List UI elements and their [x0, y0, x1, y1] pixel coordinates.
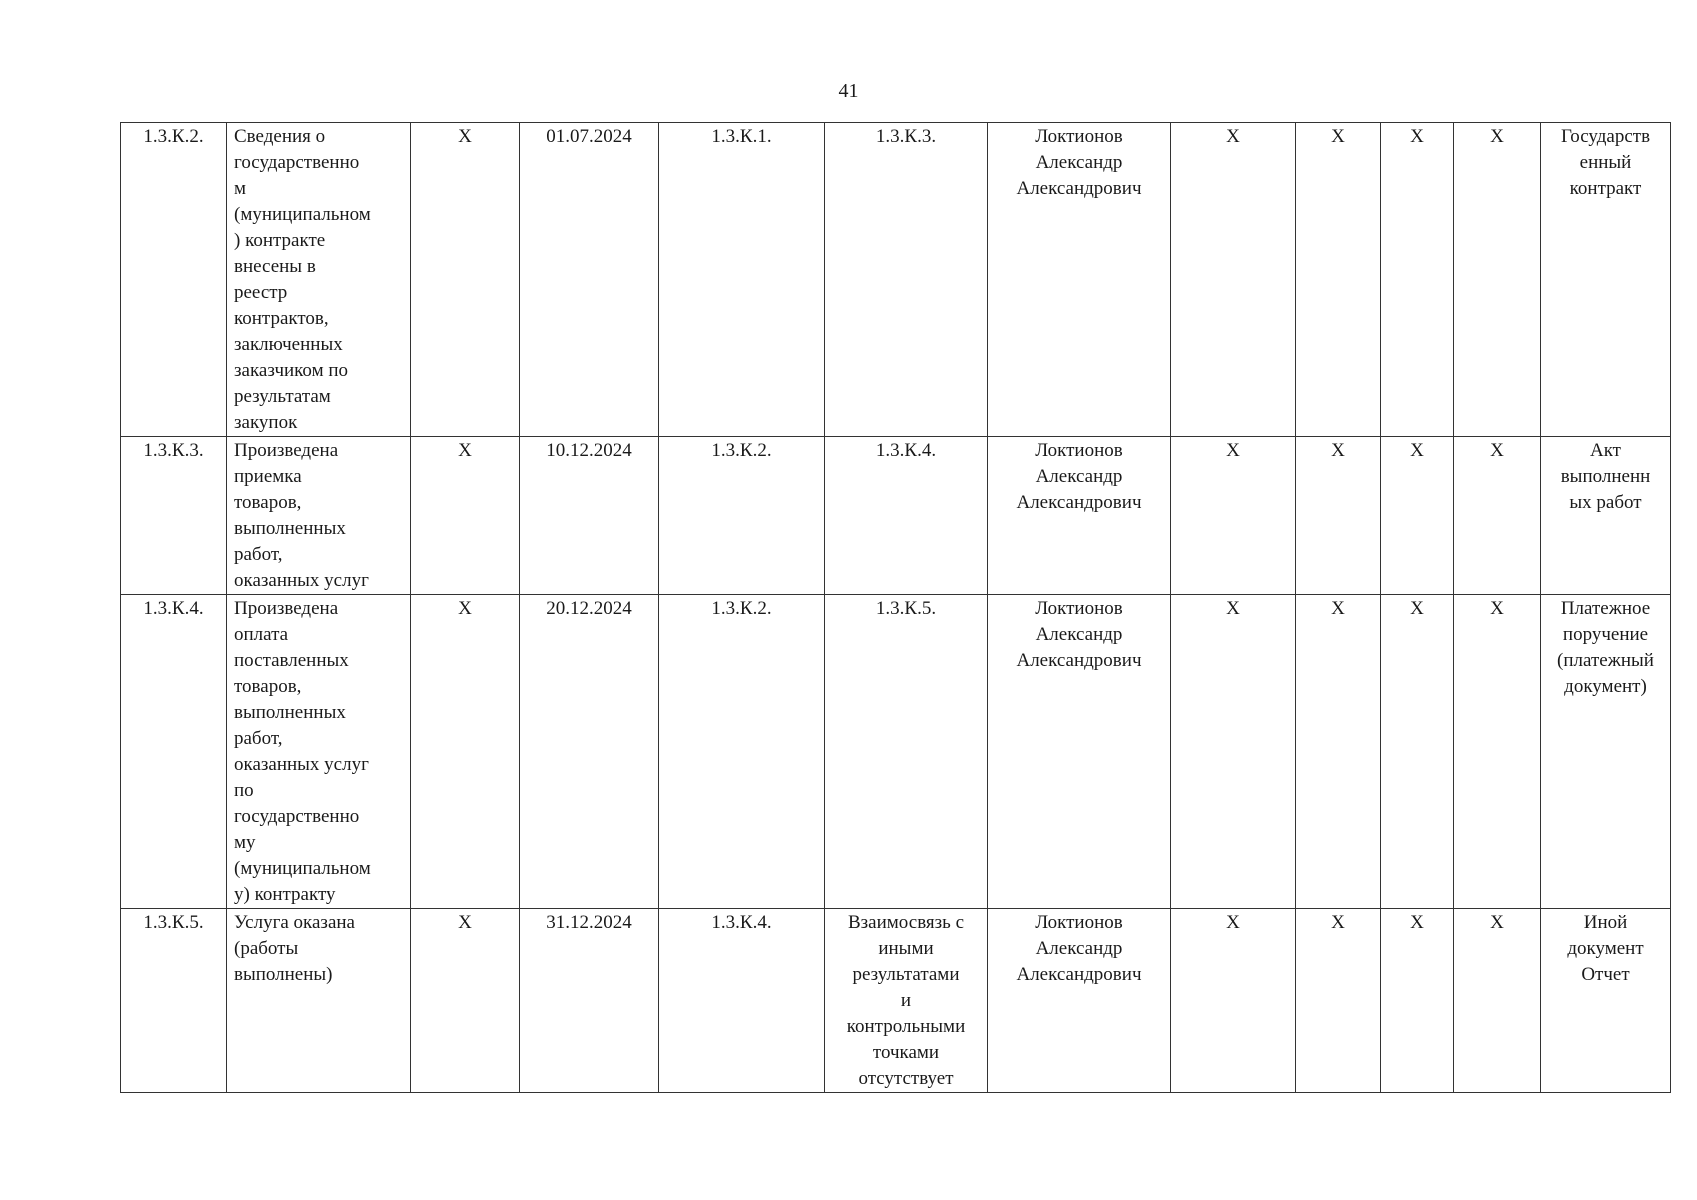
row-description: Произведена приемка товаров, выполненных работ, оказанных услуг	[227, 437, 411, 595]
row-mark-4: Х	[1381, 437, 1454, 595]
row-mark-4: Х	[1381, 909, 1454, 1093]
row-mark-1: Х	[411, 595, 520, 909]
row-mark-5: Х	[1454, 123, 1541, 437]
row-successor: Взаимосвязь с иными результатами и контрольными точками отсутствует	[825, 909, 988, 1093]
row-successor: 1.3.К.3.	[825, 123, 988, 437]
row-description: Услуга оказана (работы выполнены)	[227, 909, 411, 1093]
row-mark-2: Х	[1171, 437, 1296, 595]
row-mark-5: Х	[1454, 595, 1541, 909]
row-mark-4: Х	[1381, 123, 1454, 437]
table-row	[121, 909, 1671, 1093]
table-row	[121, 595, 1671, 909]
row-code: 1.3.К.2.	[121, 123, 227, 437]
row-mark-1: Х	[411, 909, 520, 1093]
row-predecessor: 1.3.К.2.	[659, 437, 825, 595]
row-document: Платежное поручение (платежный документ)	[1541, 595, 1671, 909]
table-row	[121, 123, 1671, 437]
row-predecessor: 1.3.К.4.	[659, 909, 825, 1093]
row-mark-2: Х	[1171, 123, 1296, 437]
table-row	[121, 437, 1671, 595]
row-responsible: Локтионов Александр Александрович	[988, 123, 1171, 437]
row-document: Акт выполненн ых работ	[1541, 437, 1671, 595]
row-successor: 1.3.К.4.	[825, 437, 988, 595]
row-mark-1: Х	[411, 123, 520, 437]
row-mark-4: Х	[1381, 595, 1454, 909]
row-description: Сведения о государственно м (муниципальном ) контракте внесены в реестр контрактов, заключенных заказчиком по результатам закупок	[227, 123, 411, 437]
row-code: 1.3.К.4.	[121, 595, 227, 909]
row-mark-2: Х	[1171, 909, 1296, 1093]
row-responsible: Локтионов Александр Александрович	[988, 437, 1171, 595]
row-mark-2: Х	[1171, 595, 1296, 909]
row-mark-3: Х	[1296, 123, 1381, 437]
row-responsible: Локтионов Александр Александрович	[988, 909, 1171, 1093]
row-mark-1: Х	[411, 437, 520, 595]
control-points-table	[120, 122, 1671, 1093]
row-date: 31.12.2024	[520, 909, 659, 1093]
row-mark-5: Х	[1454, 437, 1541, 595]
row-code: 1.3.К.3.	[121, 437, 227, 595]
row-mark-3: Х	[1296, 595, 1381, 909]
row-mark-3: Х	[1296, 437, 1381, 595]
row-date: 01.07.2024	[520, 123, 659, 437]
row-successor: 1.3.К.5.	[825, 595, 988, 909]
row-predecessor: 1.3.К.2.	[659, 595, 825, 909]
row-date: 20.12.2024	[520, 595, 659, 909]
row-document: Иной документ Отчет	[1541, 909, 1671, 1093]
row-description: Произведена оплата поставленных товаров, выполненных работ, оказанных услуг по государственно му (муниципальном у) контракту	[227, 595, 411, 909]
row-predecessor: 1.3.К.1.	[659, 123, 825, 437]
row-responsible: Локтионов Александр Александрович	[988, 595, 1171, 909]
row-date: 10.12.2024	[520, 437, 659, 595]
row-mark-5: Х	[1454, 909, 1541, 1093]
row-document: Государств енный контракт	[1541, 123, 1671, 437]
page-number: 41	[838, 80, 859, 102]
row-code: 1.3.К.5.	[121, 909, 227, 1093]
row-mark-3: Х	[1296, 909, 1381, 1093]
